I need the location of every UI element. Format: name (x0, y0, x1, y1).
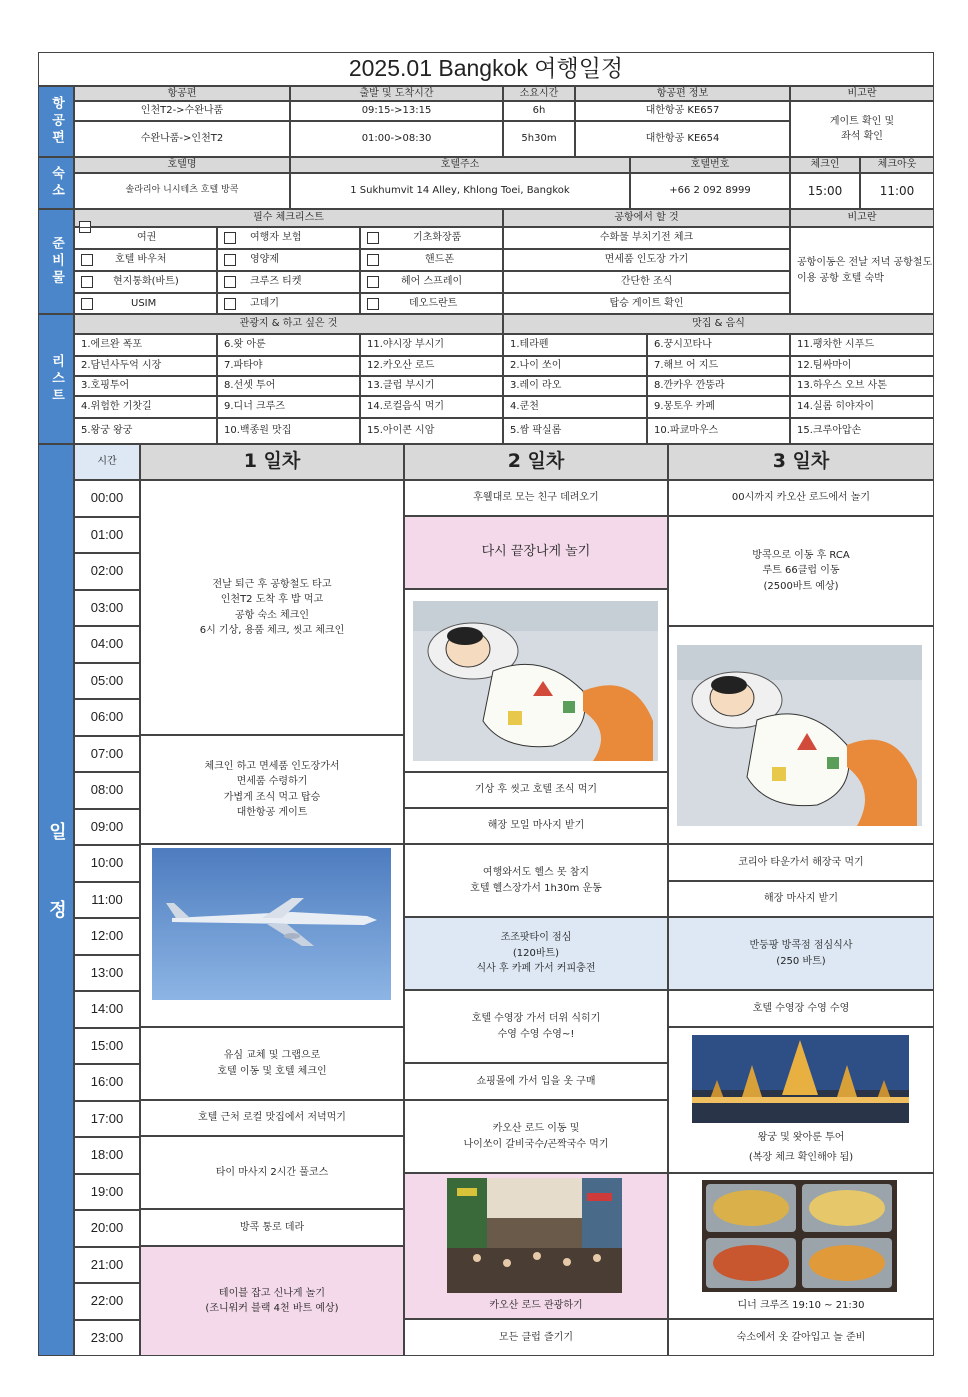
check-col2-row1 (217, 227, 360, 249)
sights-item: 1.에르완 폭포 (74, 334, 217, 356)
time-slot: 09:00 (74, 809, 140, 846)
day3-block-h: 디너 크루즈 19:10 ~ 21:30 (737, 1300, 865, 1311)
check-col2-row3 (217, 271, 360, 293)
prep-note-header: 비고란 (790, 209, 934, 227)
buffet-photo (702, 1180, 897, 1292)
flight-1-time: 09:15->13:15 (290, 101, 503, 121)
flight-2-info: 대한항공 KE654 (575, 121, 790, 157)
schedule-side-label: 일정 (38, 444, 74, 1356)
check-col1-row1 (74, 227, 217, 249)
day1-block-c: 유심 교체 및 그랩으로 호텔 이동 및 호텔 체크인 (140, 1027, 404, 1100)
time-slot: 22:00 (74, 1283, 140, 1320)
sights-item: 14.로컬음식 먹기 (360, 396, 503, 418)
temple-icon (692, 1035, 909, 1123)
flight-header-note: 비고란 (790, 86, 934, 101)
check-label: 기초화장품 (413, 232, 462, 244)
checkbox[interactable] (367, 298, 379, 310)
check-col1-row3 (74, 271, 217, 293)
checkbox[interactable] (224, 232, 236, 244)
time-slot: 18:00 (74, 1137, 140, 1174)
flight-2-route: 수완나품->인천T2 (74, 121, 290, 157)
day2-block-d: 해장 모일 마사지 받기 (404, 808, 668, 844)
check-col3-row1 (360, 227, 503, 249)
time-slot: 13:00 (74, 955, 140, 992)
lodging-phone: +66 2 092 8999 (630, 173, 790, 209)
day2-block-f: 조조팟타이 점심 (120바트) 식사 후 카페 가서 커피충전 (404, 917, 668, 990)
lodging-header-phone: 호텔번호 (630, 157, 790, 173)
food-item: 7.해브 어 지드 (647, 356, 790, 376)
checkbox[interactable] (81, 276, 93, 288)
time-slot: 10:00 (74, 845, 140, 882)
checkbox[interactable] (367, 232, 379, 244)
prep-airport-header: 공항에서 할 것 (503, 209, 790, 227)
time-slot: 04:00 (74, 626, 140, 663)
list-side-label: 리스트 (38, 314, 74, 444)
day2-header: 2 일차 (404, 444, 668, 480)
day1-header: 1 일차 (140, 444, 404, 480)
time-slot: 07:00 (74, 736, 140, 773)
street-icon (447, 1178, 622, 1293)
sights-item: 6.왓 아룬 (217, 334, 360, 356)
page-title: 2025.01 Bangkok 여행일정 (38, 52, 934, 86)
checkbox[interactable] (224, 254, 236, 266)
food-item: 13.하우스 오브 사톤 (790, 376, 934, 396)
flight-note: 게이트 확인 및 좌석 확인 (790, 101, 934, 157)
time-slot: 05:00 (74, 663, 140, 700)
day1-block-b: 체크인 하고 면세품 인도장가서 면세품 수령하기 가볍게 조식 먹고 탑승 대한항공 게이트 (140, 735, 404, 844)
sights-item: 9.디너 크루즈 (217, 396, 360, 418)
food-item: 9.몽토우 카페 (647, 396, 790, 418)
airplane-icon (152, 848, 391, 1000)
checkbox[interactable] (81, 298, 93, 310)
checkbox[interactable] (81, 254, 93, 266)
checkbox[interactable] (224, 276, 236, 288)
check-label: 여행자 보험 (250, 232, 302, 244)
sights-item: 10.백종원 맛집 (217, 418, 360, 444)
food-item: 10.파쿄마우스 (647, 418, 790, 444)
check-label: 호텔 바우처 (115, 254, 167, 266)
sights-item: 2.담넌사두억 시장 (74, 356, 217, 376)
flight-side-label: 항공편 (38, 86, 74, 157)
day3-block-i: 숙소에서 옷 갈아입고 놀 준비 (668, 1319, 934, 1356)
day3-block-d: 해장 마사지 받기 (668, 881, 934, 917)
sights-item: 3.호핑투어 (74, 376, 217, 396)
food-item: 6.꿍시꼬타나 (647, 334, 790, 356)
flight-header-time: 출발 및 도착시간 (290, 86, 503, 101)
day3-block-e: 반둥팡 방콕점 점심식사 (250 바트) (668, 917, 934, 990)
checkbox[interactable] (367, 276, 379, 288)
time-slot: 01:00 (74, 517, 140, 554)
check-col2-row2 (217, 249, 360, 271)
airport-todo-3: 간단한 조식 (503, 271, 790, 293)
day2-block-h: 쇼핑몰에 가서 입을 옷 구매 (404, 1063, 668, 1100)
day1-block-e: 타이 마사지 2시간 풀코스 (140, 1136, 404, 1209)
lodging-name: 솔라리아 니시테츠 호텔 방콕 (74, 173, 290, 209)
sights-item: 4.위험한 기찻길 (74, 396, 217, 418)
lodging-header-address: 호텔주소 (290, 157, 630, 173)
day2-block-a: 후웰대로 모는 친구 데려오기 (404, 480, 668, 516)
day3-block-b: 방콕으로 이동 후 RCA 루트 66클럽 이동 (2500바트 예상) (668, 516, 934, 626)
food-item: 1.테라펜 (503, 334, 647, 356)
food-header: 맛집 & 음식 (503, 314, 934, 334)
lodging-header-checkout: 체크아웃 (860, 157, 934, 173)
day3-block-f: 호텔 수영장 수영 수영 (668, 990, 934, 1027)
check-col3-row3 (360, 271, 503, 293)
time-header: 시간 (74, 444, 140, 480)
time-slot: 19:00 (74, 1174, 140, 1211)
time-slot: 03:00 (74, 590, 140, 627)
day2-block-c: 기상 후 씻고 호텔 조식 먹기 (404, 772, 668, 808)
day1-block-g: 테이블 잡고 신나게 놀기 (조니워커 블랙 4천 바트 예상) (140, 1246, 404, 1356)
airplane-photo (152, 848, 391, 1000)
food-icon (702, 1180, 897, 1292)
time-slot: 14:00 (74, 991, 140, 1028)
checkbox[interactable] (367, 254, 379, 266)
checkbox[interactable] (224, 298, 236, 310)
sights-item: 12.카오산 로드 (360, 356, 503, 376)
flight-2-time: 01:00->08:30 (290, 121, 503, 157)
flight-header-flight: 항공편 (74, 86, 290, 101)
flight-header-info: 항공편 정보 (575, 86, 790, 101)
lodging-checkout: 11:00 (860, 173, 934, 209)
check-col3-row2 (360, 249, 503, 271)
check-col3-row4 (360, 293, 503, 314)
time-slot: 15:00 (74, 1028, 140, 1065)
lodging-side-label: 숙소 (38, 157, 74, 209)
food-item: 3.레이 라오 (503, 376, 647, 396)
check-col1-row2 (74, 249, 217, 271)
day1-block-d: 호텔 근처 로컬 맛집에서 저녁먹기 (140, 1100, 404, 1136)
time-slot: 00:00 (74, 480, 140, 517)
day2-block-b: 다시 끝장나게 놀기 (404, 516, 668, 589)
check-label: 고데기 (250, 297, 279, 309)
check-col2-row4 (217, 293, 360, 314)
cartoon-icon (677, 645, 922, 826)
check-label: 데오드란트 (409, 297, 458, 309)
sleeping-cartoon-photo-2 (677, 645, 922, 826)
check-label: 크루즈 티켓 (250, 276, 302, 288)
food-item: 4.쿤천 (503, 396, 647, 418)
sights-item: 13.클럽 부시기 (360, 376, 503, 396)
flight-2-duration: 5h30m (503, 121, 575, 157)
prep-note: 공항이동은 전날 저녁 공항철도 이용 공항 호텔 숙박 (790, 227, 934, 314)
food-item: 11.팽차한 시푸드 (790, 334, 934, 356)
day1-block-a: 전날 퇴근 후 공항철도 타고 인천T2 도착 후 밥 먹고 공항 숙소 체크인 6시 기상, 용품 체크, 씻고 체크인 (140, 480, 404, 735)
sights-header: 관광지 & 하고 싶은 것 (74, 314, 503, 334)
sights-item: 8.선셋 투어 (217, 376, 360, 396)
sights-item: 15.아이콘 시암 (360, 418, 503, 444)
sleeping-cartoon-photo (413, 601, 658, 761)
food-item: 14.실롬 히야자이 (790, 396, 934, 418)
time-slot: 12:00 (74, 918, 140, 955)
cartoon-icon (413, 601, 658, 761)
khaosan-road-photo (447, 1178, 622, 1293)
check-col1-row4 (74, 293, 217, 314)
airport-todo-1: 수화물 부치기전 체크 (503, 227, 790, 249)
airport-todo-2: 면세품 인도장 가기 (503, 249, 790, 271)
day3-block-c: 코리아 타운가서 해장국 먹기 (668, 844, 934, 881)
airport-todo-4: 탑승 게이트 확인 (503, 293, 790, 314)
wat-arun-photo (692, 1035, 909, 1123)
food-item: 8.깐카우 깐뚱라 (647, 376, 790, 396)
time-slot: 17:00 (74, 1101, 140, 1138)
lodging-header-name: 호텔명 (74, 157, 290, 173)
sights-item: 11.야시장 부시기 (360, 334, 503, 356)
flight-1-duration: 6h (503, 101, 575, 121)
sights-item: 5.왕궁 왕궁 (74, 418, 217, 444)
day2-block-j: 카오산 로드 관광하기 (489, 1300, 583, 1311)
check-label: 헤어 스프레이 (401, 276, 463, 288)
check-label: 핸드폰 (425, 254, 454, 266)
flight-1-info: 대한항공 KE657 (575, 101, 790, 121)
prep-checklist-header: 필수 체크리스트 (74, 209, 503, 227)
time-slot: 11:00 (74, 882, 140, 919)
day3-block-a: 00시까지 카오산 로드에서 놀기 (668, 480, 934, 516)
day1-block-f: 방콕 통로 데라 (140, 1209, 404, 1246)
lodging-header-checkin: 체크인 (790, 157, 860, 173)
lodging-checkin: 15:00 (790, 173, 860, 209)
sights-item: 7.파타야 (217, 356, 360, 376)
day3-header: 3 일차 (668, 444, 934, 480)
check-label: USIM (131, 297, 157, 309)
prep-side-label: 준비물 (38, 209, 74, 314)
food-item: 12.팀싸마이 (790, 356, 934, 376)
food-item: 15.크루아압손 (790, 418, 934, 444)
check-label: 여권 (137, 232, 157, 244)
food-item: 2.나이 쏘이 (503, 356, 647, 376)
day2-block-g: 호텔 수영장 가서 더위 식히기 수영 수영 수영~! (404, 990, 668, 1063)
day2-block-e: 여행와서도 헬스 못 참지 호텔 헬스장가서 1h30m 운동 (404, 844, 668, 917)
time-slot: 08:00 (74, 772, 140, 809)
day3-block-g: 왕궁 및 왓아룬 투어 (복장 체크 확인해야 됨) (748, 1132, 854, 1163)
food-item: 5.쌈 팍실롬 (503, 418, 647, 444)
flight-1-route: 인천T2->수완나품 (74, 101, 290, 121)
lodging-address: 1 Sukhumvit 14 Alley, Khlong Toei, Bangkok (290, 173, 630, 209)
time-slot: 20:00 (74, 1210, 140, 1247)
time-slot: 06:00 (74, 699, 140, 736)
time-slot: 23:00 (74, 1320, 140, 1357)
check-label: 현지통화(바트) (113, 276, 179, 288)
check-label: 영양제 (250, 254, 279, 266)
day2-block-i: 카오산 로드 이동 및 나이쏘이 갈비국수/곤짝국수 먹기 (404, 1100, 668, 1173)
time-slot: 02:00 (74, 553, 140, 590)
flight-header-duration: 소요시간 (503, 86, 575, 101)
time-slot: 16:00 (74, 1064, 140, 1101)
time-slot: 21:00 (74, 1247, 140, 1284)
day2-block-k: 모든 클럽 즐기기 (404, 1319, 668, 1356)
